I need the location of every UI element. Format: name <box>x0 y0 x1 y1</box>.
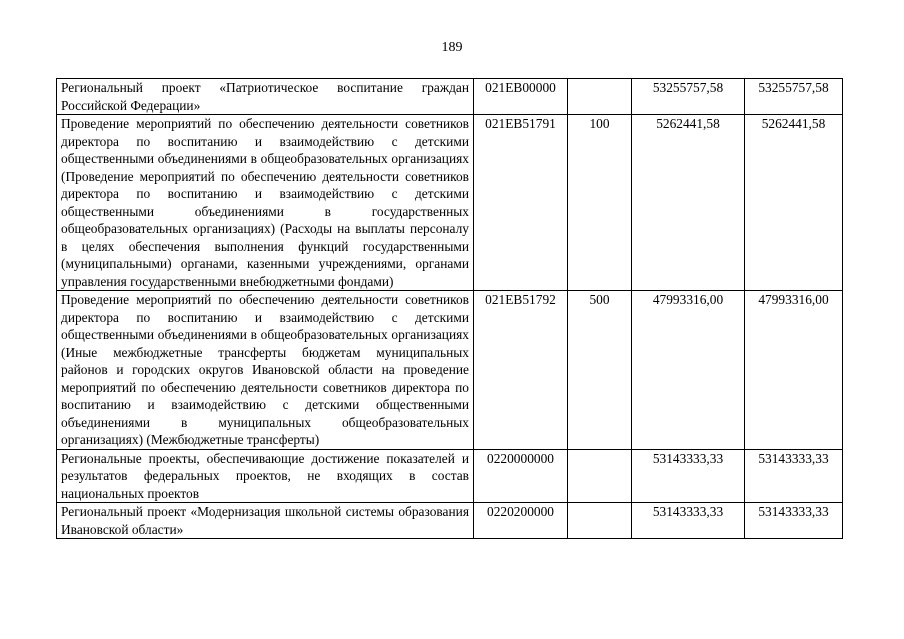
row-target-code: 0220200000 <box>474 503 568 539</box>
row-amount-1: 53255757,58 <box>632 79 745 115</box>
row-name: Региональные проекты, обеспечивающие достижение показателей и результатов федеральных проектов, не входящих в состав национальных проектов <box>57 449 474 503</box>
row-amount-2: 53143333,33 <box>745 449 843 503</box>
budget-table <box>56 78 843 539</box>
row-amount-2: 5262441,58 <box>745 115 843 291</box>
row-expense-type <box>568 79 632 115</box>
table-row <box>57 291 843 450</box>
row-target-code: 021EB51792 <box>474 291 568 450</box>
table-row <box>57 503 843 539</box>
row-name: Региональный проект «Патриотическое воспитание граждан Российской Федерации» <box>57 79 474 115</box>
row-expense-type: 100 <box>568 115 632 291</box>
row-amount-2: 53143333,33 <box>745 503 843 539</box>
row-name: Проведение мероприятий по обеспечению деятельности советников директора по воспитанию и взаимодействию с детскими общественными объединениями в общеобразовательных организациях (Иные межбюджетные трансферты бюджетам муниципальных районов и городских округов Ивановской области на проведение мероприятий по обеспечению деятельности советников директора по воспитанию и взаимодействию с детскими общественными объединениями в муниципальных общеобразовательных организациях) (Межбюджетные трансферты) <box>57 291 474 450</box>
row-amount-1: 5262441,58 <box>632 115 745 291</box>
row-target-code: 0220000000 <box>474 449 568 503</box>
row-amount-1: 47993316,00 <box>632 291 745 450</box>
row-name: Региональный проект «Модернизация школьной системы образования Ивановской области» <box>57 503 474 539</box>
row-target-code: 021EB51791 <box>474 115 568 291</box>
row-expense-type <box>568 449 632 503</box>
budget-table-body <box>57 79 843 539</box>
row-amount-1: 53143333,33 <box>632 449 745 503</box>
table-row <box>57 79 843 115</box>
row-amount-2: 53255757,58 <box>745 79 843 115</box>
row-name: Проведение мероприятий по обеспечению деятельности советников директора по воспитанию и взаимодействию с детскими общественными объединениями в общеобразовательных организациях (Проведение мероприятий по обеспечению деятельности советников директора по воспитанию и взаимодействию с детскими общественными объединениями в государственных общеобразовательных организациях) (Расходы на выплаты персоналу в целях обеспечения выполнения функций государственными (муниципальными) органами, казенными учреждениями, органами управления государственными внебюджетными фондами) <box>57 115 474 291</box>
table-row <box>57 115 843 291</box>
row-amount-1: 53143333,33 <box>632 503 745 539</box>
row-expense-type: 500 <box>568 291 632 450</box>
row-target-code: 021EB00000 <box>474 79 568 115</box>
row-expense-type <box>568 503 632 539</box>
row-amount-2: 47993316,00 <box>745 291 843 450</box>
table-row <box>57 449 843 503</box>
page-number: 189 <box>441 40 463 55</box>
